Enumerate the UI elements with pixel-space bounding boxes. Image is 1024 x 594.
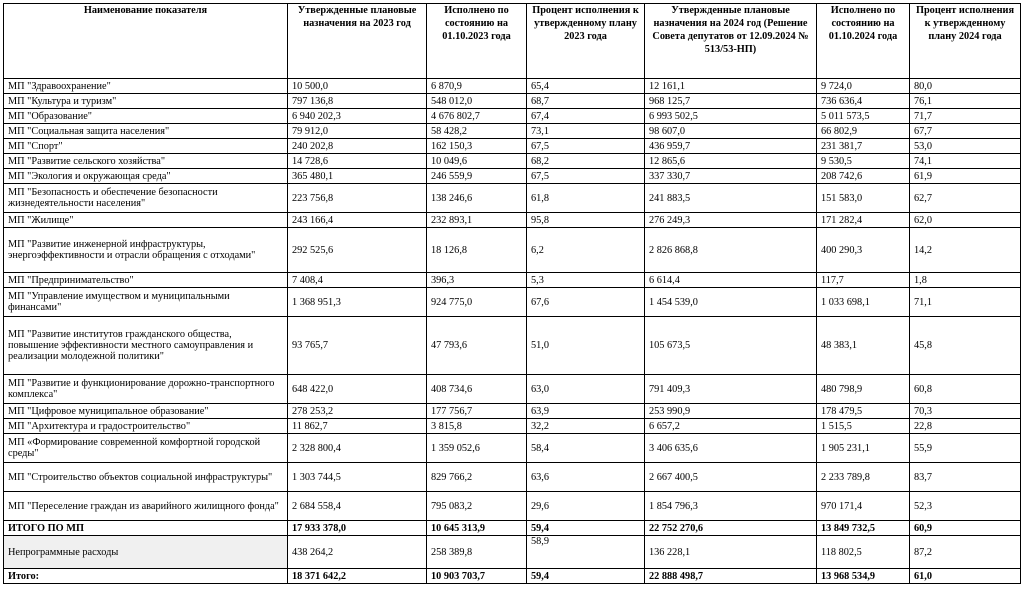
header-plan-2024: Утвержденные плановые назначения на 2024 год (Решение Совета депутатов от 12.09.2024 № 513/53-НП): [645, 4, 817, 79]
cell-done2024: 5 011 573,5: [817, 109, 910, 124]
cell-pct2024: 62,7: [910, 184, 1021, 213]
cell-plan2023: 278 253,2: [288, 404, 427, 419]
cell-name: МП "Управление имуществом и муниципальными финансами": [4, 288, 288, 317]
table-row: [4, 139, 1021, 154]
table-row: [4, 317, 1021, 375]
cell-done2024: 1 033 698,1: [817, 288, 910, 317]
cell-done2023: 246 559,9: [427, 169, 527, 184]
cell-plan2024: 98 607,0: [645, 124, 817, 139]
cell-name: МП "Развитие сельского хозяйства": [4, 154, 288, 169]
cell-plan2024: 3 406 635,6: [645, 434, 817, 463]
cell-plan2024: 276 249,3: [645, 213, 817, 228]
table-row: [4, 273, 1021, 288]
budget-table: [3, 3, 1021, 584]
cell-pct2024: 74,1: [910, 154, 1021, 169]
cell-done2023: 1 359 052,6: [427, 434, 527, 463]
cell-plan2023: 243 166,4: [288, 213, 427, 228]
cell-plan2024: 136 228,1: [645, 536, 817, 569]
cell-pct2023: 68,2: [527, 154, 645, 169]
table-row: [4, 375, 1021, 404]
cell-plan2024: 12 161,1: [645, 79, 817, 94]
cell-plan2024: 968 125,7: [645, 94, 817, 109]
cell-pct2024: 60,9: [910, 521, 1021, 536]
cell-pct2023: 65,4: [527, 79, 645, 94]
cell-plan2023: 797 136,8: [288, 94, 427, 109]
cell-done2023: 408 734,6: [427, 375, 527, 404]
cell-plan2023: 1 368 951,3: [288, 288, 427, 317]
cell-pct2024: 55,9: [910, 434, 1021, 463]
cell-pct2023: 67,5: [527, 169, 645, 184]
cell-pct2023: 51,0: [527, 317, 645, 375]
cell-pct2023: 5,3: [527, 273, 645, 288]
cell-name: Непрограммные расходы: [4, 536, 288, 569]
cell-plan2024: 6 993 502,5: [645, 109, 817, 124]
cell-done2023: 795 083,2: [427, 492, 527, 521]
cell-done2023: 829 766,2: [427, 463, 527, 492]
cell-pct2023: 29,6: [527, 492, 645, 521]
cell-name: МП "Переселение граждан из аварийного жилищного фонда": [4, 492, 288, 521]
table-row: [4, 492, 1021, 521]
cell-done2024: 117,7: [817, 273, 910, 288]
cell-done2024: 13 849 732,5: [817, 521, 910, 536]
cell-plan2024: 6 614,4: [645, 273, 817, 288]
cell-plan2024: 1 454 539,0: [645, 288, 817, 317]
cell-pct2024: 62,0: [910, 213, 1021, 228]
cell-name: МП "Экология и окружающая среда": [4, 169, 288, 184]
cell-done2024: 2 233 789,8: [817, 463, 910, 492]
cell-plan2024: 791 409,3: [645, 375, 817, 404]
cell-done2023: 177 756,7: [427, 404, 527, 419]
cell-pct2023: 63,0: [527, 375, 645, 404]
cell-done2024: 66 802,9: [817, 124, 910, 139]
cell-name: Итого:: [4, 569, 288, 584]
cell-name: МП "Предпринимательство": [4, 273, 288, 288]
cell-done2023: 4 676 802,7: [427, 109, 527, 124]
cell-plan2024: 436 959,7: [645, 139, 817, 154]
cell-done2023: 10 049,6: [427, 154, 527, 169]
cell-plan2023: 1 303 744,5: [288, 463, 427, 492]
cell-plan2023: 223 756,8: [288, 184, 427, 213]
cell-done2023: 18 126,8: [427, 228, 527, 273]
cell-done2023: 10 903 703,7: [427, 569, 527, 584]
cell-pct2024: 52,3: [910, 492, 1021, 521]
cell-done2024: 231 381,7: [817, 139, 910, 154]
cell-done2023: 6 870,9: [427, 79, 527, 94]
cell-pct2024: 60,8: [910, 375, 1021, 404]
header-pct-2024: Процент исполнения к утвержденному плану 2024 года: [910, 4, 1021, 79]
cell-name: МП "Строительство объектов социальной инфраструктуры": [4, 463, 288, 492]
cell-plan2023: 10 500,0: [288, 79, 427, 94]
cell-plan2024: 2 826 868,8: [645, 228, 817, 273]
cell-name: МП "Жилище": [4, 213, 288, 228]
cell-done2023: 58 428,2: [427, 124, 527, 139]
cell-plan2024: 337 330,7: [645, 169, 817, 184]
cell-done2023: 3 815,8: [427, 419, 527, 434]
cell-done2023: 10 645 313,9: [427, 521, 527, 536]
cell-done2024: 48 383,1: [817, 317, 910, 375]
cell-pct2024: 70,3: [910, 404, 1021, 419]
cell-done2023: 162 150,3: [427, 139, 527, 154]
header-done-2023: Исполнено по состоянию на 01.10.2023 года: [427, 4, 527, 79]
table-row: [4, 94, 1021, 109]
cell-done2024: 178 479,5: [817, 404, 910, 419]
cell-done2023: 138 246,6: [427, 184, 527, 213]
cell-plan2023: 11 862,7: [288, 419, 427, 434]
cell-plan2023: 7 408,4: [288, 273, 427, 288]
cell-plan2023: 2 684 558,4: [288, 492, 427, 521]
cell-done2024: 1 905 231,1: [817, 434, 910, 463]
cell-plan2023: 18 371 642,2: [288, 569, 427, 584]
cell-pct2024: 53,0: [910, 139, 1021, 154]
cell-pct2024: 61,0: [910, 569, 1021, 584]
table-row: [4, 154, 1021, 169]
cell-pct2023: 6,2: [527, 228, 645, 273]
header-plan-2023: Утвержденные плановые назначения на 2023 год: [288, 4, 427, 79]
cell-done2024: 151 583,0: [817, 184, 910, 213]
cell-plan2024: 12 865,6: [645, 154, 817, 169]
cell-pct2023: 59,4: [527, 521, 645, 536]
cell-pct2023: 63,6: [527, 463, 645, 492]
cell-plan2023: 648 422,0: [288, 375, 427, 404]
cell-name: МП "Развитие институтов гражданского общества, повышение эффективности местного самоуправления и реализации молодежной политики": [4, 317, 288, 375]
table-row: [4, 463, 1021, 492]
cell-plan2024: 2 667 400,5: [645, 463, 817, 492]
cell-name: МП "Образование": [4, 109, 288, 124]
header-pct-2023: Процент исполнения к утвержденному плану 2023 года: [527, 4, 645, 79]
cell-done2024: 208 742,6: [817, 169, 910, 184]
cell-plan2024: 241 883,5: [645, 184, 817, 213]
cell-done2024: 9 724,0: [817, 79, 910, 94]
cell-pct2024: 87,2: [910, 536, 1021, 569]
cell-plan2023: 438 264,2: [288, 536, 427, 569]
cell-pct2023: 32,2: [527, 419, 645, 434]
cell-name: ИТОГО ПО МП: [4, 521, 288, 536]
cell-name: МП "Цифровое муниципальное образование": [4, 404, 288, 419]
cell-name: МП "Развитие и функционирование дорожно-транспортного комплекса": [4, 375, 288, 404]
cell-pct2023: 63,9: [527, 404, 645, 419]
cell-pct2024: 22,8: [910, 419, 1021, 434]
cell-plan2024: 22 888 498,7: [645, 569, 817, 584]
cell-plan2023: 79 912,0: [288, 124, 427, 139]
cell-done2024: 171 282,4: [817, 213, 910, 228]
table-row: [4, 419, 1021, 434]
cell-pct2024: 45,8: [910, 317, 1021, 375]
cell-pct2024: 71,1: [910, 288, 1021, 317]
cell-pct2023: 58,4: [527, 434, 645, 463]
table-row: [4, 213, 1021, 228]
cell-done2024: 13 968 534,9: [817, 569, 910, 584]
cell-name: МП "Архитектура и градостроительство": [4, 419, 288, 434]
table-row: [4, 184, 1021, 213]
cell-plan2023: 93 765,7: [288, 317, 427, 375]
cell-plan2024: 6 657,2: [645, 419, 817, 434]
cell-plan2023: 14 728,6: [288, 154, 427, 169]
cell-plan2024: 253 990,9: [645, 404, 817, 419]
cell-pct2023: 67,5: [527, 139, 645, 154]
cell-done2023: 232 893,1: [427, 213, 527, 228]
cell-pct2023: 61,8: [527, 184, 645, 213]
cell-done2023: 396,3: [427, 273, 527, 288]
cell-done2024: 1 515,5: [817, 419, 910, 434]
cell-name: МП "Развитие инженерной инфраструктуры, энергоэффективности и отрасли обращения с отходами": [4, 228, 288, 273]
cell-done2023: 258 389,8: [427, 536, 527, 569]
total-row: [4, 521, 1021, 536]
cell-pct2023: 68,7: [527, 94, 645, 109]
cell-pct2024: 14,2: [910, 228, 1021, 273]
cell-done2024: 400 290,3: [817, 228, 910, 273]
cell-done2024: 736 636,4: [817, 94, 910, 109]
cell-plan2023: 17 933 378,0: [288, 521, 427, 536]
cell-name: МП "Спорт": [4, 139, 288, 154]
cell-plan2023: 2 328 800,4: [288, 434, 427, 463]
cell-name: МП "Социальная защита населения": [4, 124, 288, 139]
table-row: [4, 404, 1021, 419]
cell-name: МП «Формирование современной комфортной городской среды": [4, 434, 288, 463]
table-row: [4, 434, 1021, 463]
cell-done2023: 548 012,0: [427, 94, 527, 109]
cell-name: МП "Культура и туризм": [4, 94, 288, 109]
cell-done2024: 970 171,4: [817, 492, 910, 521]
header-name: Наименование показателя: [4, 4, 288, 79]
cell-pct2024: 61,9: [910, 169, 1021, 184]
cell-plan2024: 1 854 796,3: [645, 492, 817, 521]
cell-done2023: 47 793,6: [427, 317, 527, 375]
table-row: [4, 109, 1021, 124]
header-row: [4, 4, 1021, 79]
nonprogram-row: [4, 536, 1021, 569]
cell-pct2023: 59,4: [527, 569, 645, 584]
cell-pct2023: 67,6: [527, 288, 645, 317]
cell-pct2023: 67,4: [527, 109, 645, 124]
cell-plan2023: 240 202,8: [288, 139, 427, 154]
table-row: [4, 228, 1021, 273]
cell-name: МП "Безопасность и обеспечение безопасности жизнедеятельности населения": [4, 184, 288, 213]
cell-pct2023: 58,9: [527, 536, 645, 569]
cell-name: МП "Здравоохранение": [4, 79, 288, 94]
cell-done2024: 9 530,5: [817, 154, 910, 169]
cell-plan2023: 365 480,1: [288, 169, 427, 184]
cell-pct2023: 73,1: [527, 124, 645, 139]
header-done-2024: Исполнено по состоянию на 01.10.2024 года: [817, 4, 910, 79]
table-row: [4, 169, 1021, 184]
cell-pct2024: 71,7: [910, 109, 1021, 124]
total-row: [4, 569, 1021, 584]
cell-pct2024: 1,8: [910, 273, 1021, 288]
cell-pct2024: 67,7: [910, 124, 1021, 139]
cell-plan2023: 6 940 202,3: [288, 109, 427, 124]
cell-plan2024: 105 673,5: [645, 317, 817, 375]
cell-pct2024: 80,0: [910, 79, 1021, 94]
cell-pct2023: 95,8: [527, 213, 645, 228]
table-row: [4, 124, 1021, 139]
cell-pct2024: 76,1: [910, 94, 1021, 109]
table-row: [4, 288, 1021, 317]
cell-done2024: 118 802,5: [817, 536, 910, 569]
cell-plan2024: 22 752 270,6: [645, 521, 817, 536]
cell-plan2023: 292 525,6: [288, 228, 427, 273]
cell-done2023: 924 775,0: [427, 288, 527, 317]
table-row: [4, 79, 1021, 94]
cell-done2024: 480 798,9: [817, 375, 910, 404]
cell-pct2024: 83,7: [910, 463, 1021, 492]
